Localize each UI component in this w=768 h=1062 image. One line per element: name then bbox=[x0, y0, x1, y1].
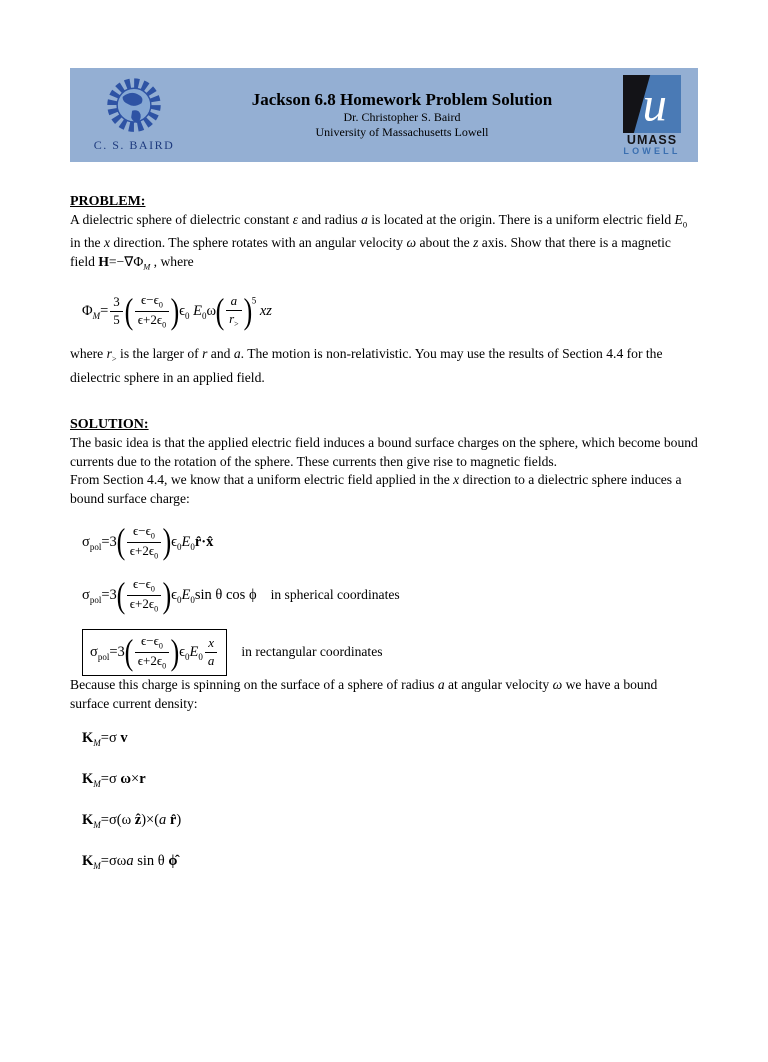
gear-globe-icon bbox=[104, 77, 164, 137]
header-title-block bbox=[188, 90, 616, 140]
solution-paragraph-3: Because this charge is spinning on the surface of a sphere of radius a at angular velocity ω we have a bound surface current density: bbox=[70, 677, 658, 711]
equation-sigma-rectangular-row bbox=[82, 629, 698, 676]
problem-paragraph-2: where $r_>$ is the larger of r and a. The motion is non-relativistic. You may use the results of Section 4.4 for the dielectric sphere in an applied field. bbox=[70, 346, 663, 385]
solution-paragraph-1: The basic idea is that the applied electric field induces a bound surface charges on the sphere, which become bound currents due to the rotation of the sphere. These currents then give rise to magnetic fields. bbox=[70, 435, 698, 469]
equation-sigma-rectangular-boxed: $\sigma_{pol}=3$( $\frac{\epsilon-\epsilon_0}{\epsilon+2\epsilon_0}$ )$\epsilon_0E_0$ $\frac{x}{a}$ bbox=[82, 629, 227, 676]
solution-paragraph-2: From Section 4.4, we know that a uniform electric field applied in the x direction to a dielectric sphere induces a bound surface charge: bbox=[70, 472, 682, 507]
problem-paragraph: A dielectric sphere of dielectric constant ε and radius a is located at the origin. There is a uniform electric field $E_0$ in the x direction. The sphere rotates with an angular velocity ω about the z axis. Show that there is a magnetic field $H=-\nabla\Phi_M$ , where bbox=[70, 212, 688, 272]
equation-k-omega-z-cross-ar: $K_M=\sigma(\omega$ ẑ)×(a r̂) bbox=[82, 811, 182, 830]
rectangular-coordinates-label: in rectangular coordinates bbox=[241, 644, 383, 660]
header-banner bbox=[70, 68, 698, 162]
csbaird-logo-text: C. S. BAIRD bbox=[93, 138, 175, 152]
document-body bbox=[70, 162, 698, 877]
svg-text:u: u bbox=[642, 75, 667, 131]
umass-logo-text: UMASS bbox=[626, 132, 678, 147]
csbaird-logo bbox=[80, 77, 188, 153]
spherical-coordinates-label: in spherical coordinates bbox=[270, 587, 400, 603]
document-page bbox=[0, 68, 768, 877]
equation-phi-m: $\Phi_M=$ $\frac{3}{5}$ ( $\frac{\epsilon-\epsilon_0}{\epsilon+2\epsilon_0}$ )$\epsilon_0$ $E_0\omega$( $\frac{a}{r_>}$ )$^5$ xz bbox=[82, 291, 272, 332]
author-line: Dr. Christopher S. Baird bbox=[343, 110, 461, 124]
page-title: Jackson 6.8 Homework Problem Solution bbox=[251, 90, 553, 109]
solution-heading: SOLUTION: bbox=[70, 417, 149, 433]
university-line: University of Massachusetts Lowell bbox=[315, 125, 489, 139]
problem-heading: PROBLEM: bbox=[70, 194, 146, 209]
lowell-logo-text: LOWELL bbox=[623, 145, 681, 156]
umass-lowell-logo bbox=[616, 75, 688, 156]
equation-k-sigma-v: $K_M=\sigma$ v bbox=[82, 730, 128, 749]
umass-mark-icon bbox=[623, 75, 681, 133]
equation-k-sigma-omega-a-sin: $K_M=\sigma\omega a$ sin θ ϕ̂ bbox=[82, 852, 178, 871]
equation-sigma-spherical: $\sigma_{pol}=3$( $\frac{\epsilon-\epsilon_0}{\epsilon+2\epsilon_0}$ )$\epsilon_0E_0\sin$ θ cos ϕ bbox=[82, 574, 257, 615]
equation-k-omega-cross-r: $K_M=\sigma$ ω×r bbox=[82, 771, 146, 789]
equation-sigma-spherical-row bbox=[82, 576, 698, 615]
equation-sigma-vector: $\sigma_{pol}=3$( $\frac{\epsilon-\epsilon_0}{\epsilon+2\epsilon_0}$ )$\epsilon_0E_0r̂\cdot x̂$ bbox=[82, 521, 214, 562]
